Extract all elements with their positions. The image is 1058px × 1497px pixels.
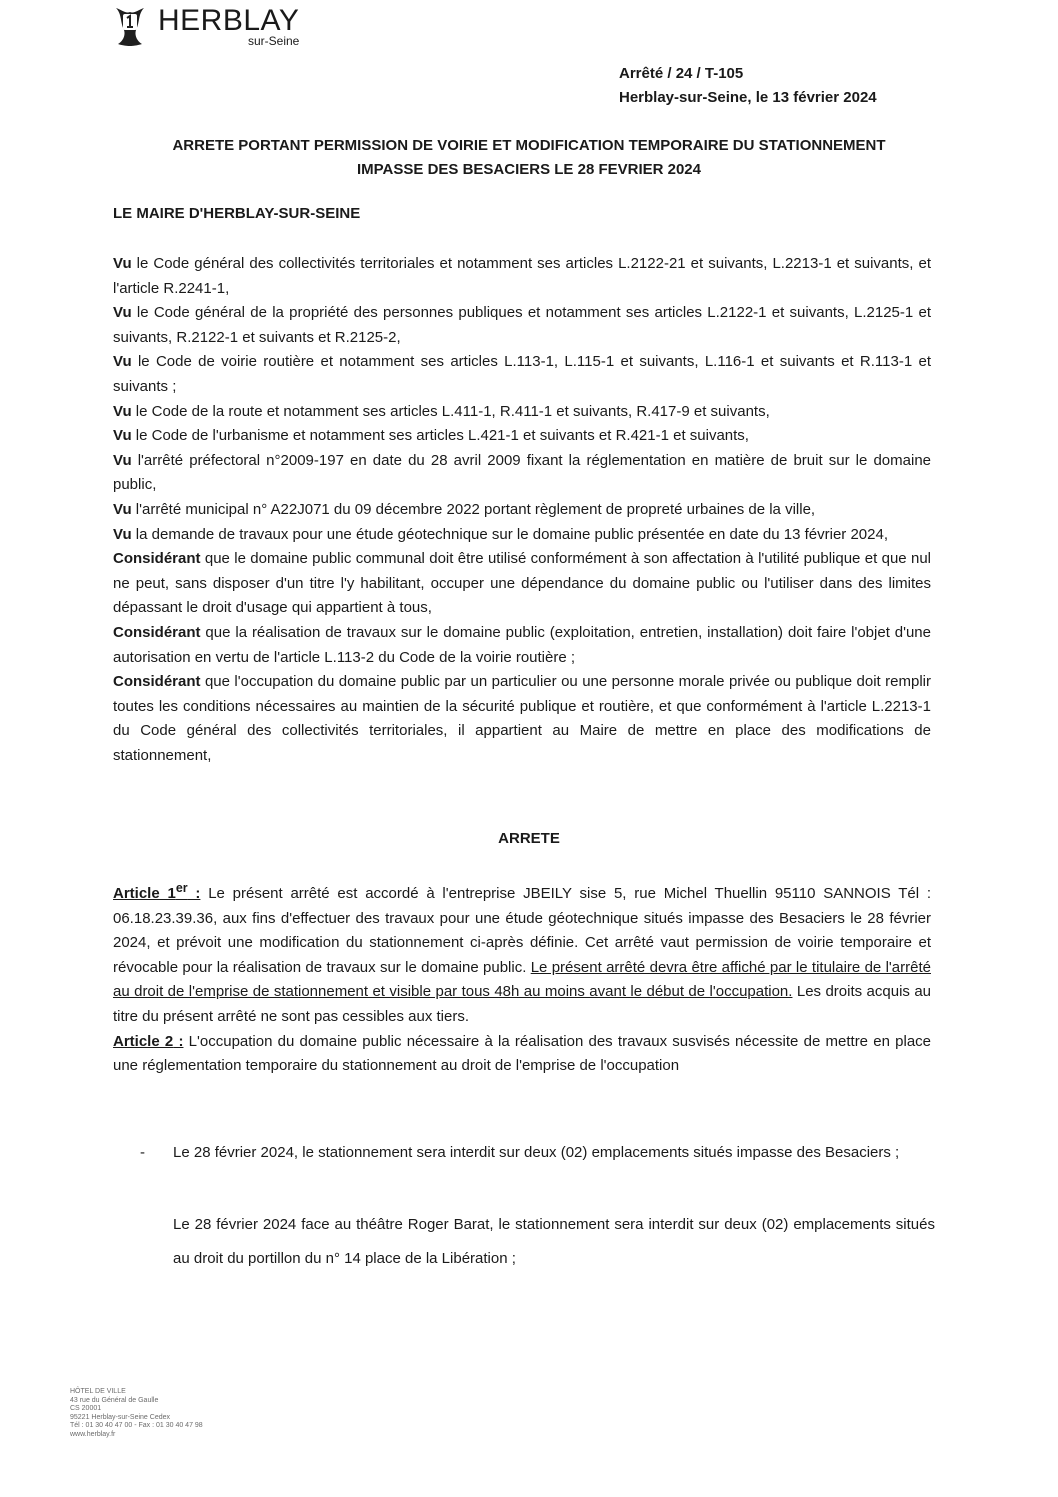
place-date: Herblay-sur-Seine, le 13 février 2024 bbox=[619, 89, 877, 106]
list-item: - Le 28 février 2024, le stationnement sera interdit sur deux (02) emplacements situés impasse des Besaciers ; bbox=[140, 1136, 935, 1170]
city-crest-icon bbox=[108, 4, 152, 48]
preamble-item: Vu la demande de travaux pour une étude géotechnique sur le domaine public présentée en date du 13 février 2024, bbox=[113, 525, 888, 543]
preamble-item: Considérant que le domaine public communal doit être utilisé conformément à son affectation à l'utilité publique et que nul ne peut, sans disposer d'un titre l'y habilitant, occuper une dépendance du domaine public ou l'utiliser dans des limites dépassant le droit d'usage qui appartient à tous, bbox=[113, 550, 931, 617]
decree-number: Arrêté / 24 / T-105 bbox=[619, 65, 744, 82]
articles bbox=[113, 876, 931, 1079]
footer-address: HÔTEL DE VILLE 43 rue du Général de Gaulle CS 20001 95221 Herblay-sur-Seine Cedex Tél : 01 30 40 47 00 - Fax : 01 30 40 47 98 www.herblay.fr bbox=[70, 1388, 203, 1438]
preamble bbox=[113, 252, 931, 768]
preamble-item: Vu le Code général des collectivités territoriales et notamment ses articles L.2122-21 et suivants, L.2213-1 et suivants, et l'article R.2241-1, bbox=[113, 255, 931, 297]
title-line-2: IMPASSE DES BESACIERS LE 28 FEVRIER 2024 bbox=[357, 161, 701, 178]
preamble-item: Vu l'arrêté municipal n° A22J071 du 09 décembre 2022 portant règlement de propreté urbaines de la ville, bbox=[113, 500, 816, 518]
article-1: Article 1er : Le présent arrêté est accordé à l'entreprise JBEILY sise 5, rue Michel Thuellin 95110 SANNOIS Tél : 06.18.23.39.36, aux fins d'effectuer des travaux pour une étude géotechnique situés impasse des Besaciers le 28 février 2024, et prévoit une modification du stationnement ci-après définie. Cet arrêté vaut permission de voirie temporaire et révocable pour la réalisation de travaux sur le domaine public. Le présent arrêté devra être affiché par le titulaire de l'arrêté au droit de l'emprise de stationnement et visible par tous 48h au moins avant le début de l'occupation. Les droits acquis au titre du présent arrêté ne sont pas cessibles aux tiers. bbox=[113, 881, 932, 1025]
city-logo bbox=[108, 4, 299, 48]
mayor-heading: LE MAIRE D'HERBLAY-SUR-SEINE bbox=[113, 205, 361, 222]
preamble-item: Vu le Code de l'urbanisme et notamment ses articles L.421-1 et suivants et R.421-1 et suivants, bbox=[113, 427, 749, 445]
display-obligation: Le présent arrêté devra être affiché par le titulaire de l'arrêté au droit de l'emprise de stationnement et visible par tous 48h au moins avant le début de l'occupation. bbox=[113, 958, 931, 1001]
preamble-item: Considérant que l'occupation du domaine public par un particulier ou une personne morale privée ou publique doit remplir toutes les conditions nécessaires au maintien de la sécurité publique et routière, et que conformément à l'article L.2213-1 du Code général des collectivités territoriales, il appartient au Maire de mettre en place des modifications de stationnement, bbox=[113, 673, 931, 764]
reference-block bbox=[619, 62, 877, 110]
article-1-label: Article 1er : bbox=[113, 881, 201, 902]
bullet-dash: - bbox=[140, 1144, 145, 1161]
article-2-label: Article 2 : bbox=[113, 1032, 184, 1050]
logo-name: HERBLAY bbox=[158, 4, 300, 37]
preamble-item: Considérant que la réalisation de travaux sur le domaine public (exploitation, entretien, installation) doit faire l'objet d'une autorisation en vertu de l'article L.113-2 du Code de la voirie routière ; bbox=[113, 623, 931, 666]
article-2: Article 2 : L'occupation du domaine public nécessaire à la réalisation des travaux susvisés nécessite de mettre en place une réglementation temporaire du stationnement au droit de l'emprise de l'occupation bbox=[113, 1032, 931, 1075]
logo-subtitle: sur-Seine bbox=[247, 34, 300, 48]
arrete-heading: ARRETE bbox=[498, 830, 560, 847]
list-item: Le 28 février 2024 face au théâtre Roger Barat, le stationnement sera interdit sur deux (02) emplacements situés au droit du portillon du n° 14 place de la Libération ; bbox=[173, 1216, 935, 1267]
preamble-item: Vu le Code de la route et notamment ses articles L.411-1, R.411-1 et suivants, R.417-9 et suivants, bbox=[113, 402, 770, 420]
preamble-item: Vu l'arrêté préfectoral n°2009-197 en date du 28 avril 2009 fixant la réglementation en matière de bruit sur le domaine public, bbox=[113, 451, 931, 494]
parking-restrictions bbox=[140, 1136, 935, 1276]
preamble-item: Vu le Code de voirie routière et notamment ses articles L.113-1, L.115-1 et suivants, L.116-1 et suivants et R.113-1 et suivants ; bbox=[113, 353, 931, 395]
title-line-1: ARRETE PORTANT PERMISSION DE VOIRIE ET MODIFICATION TEMPORAIRE DU STATIONNEMENT bbox=[172, 137, 886, 154]
document-title bbox=[0, 134, 1058, 182]
preamble-item: Vu le Code général de la propriété des personnes publiques et notamment ses articles L.2122-1 et suivants, L.2125-1 et suivants, R.2122-1 et suivants et R.2125-2, bbox=[113, 304, 931, 346]
